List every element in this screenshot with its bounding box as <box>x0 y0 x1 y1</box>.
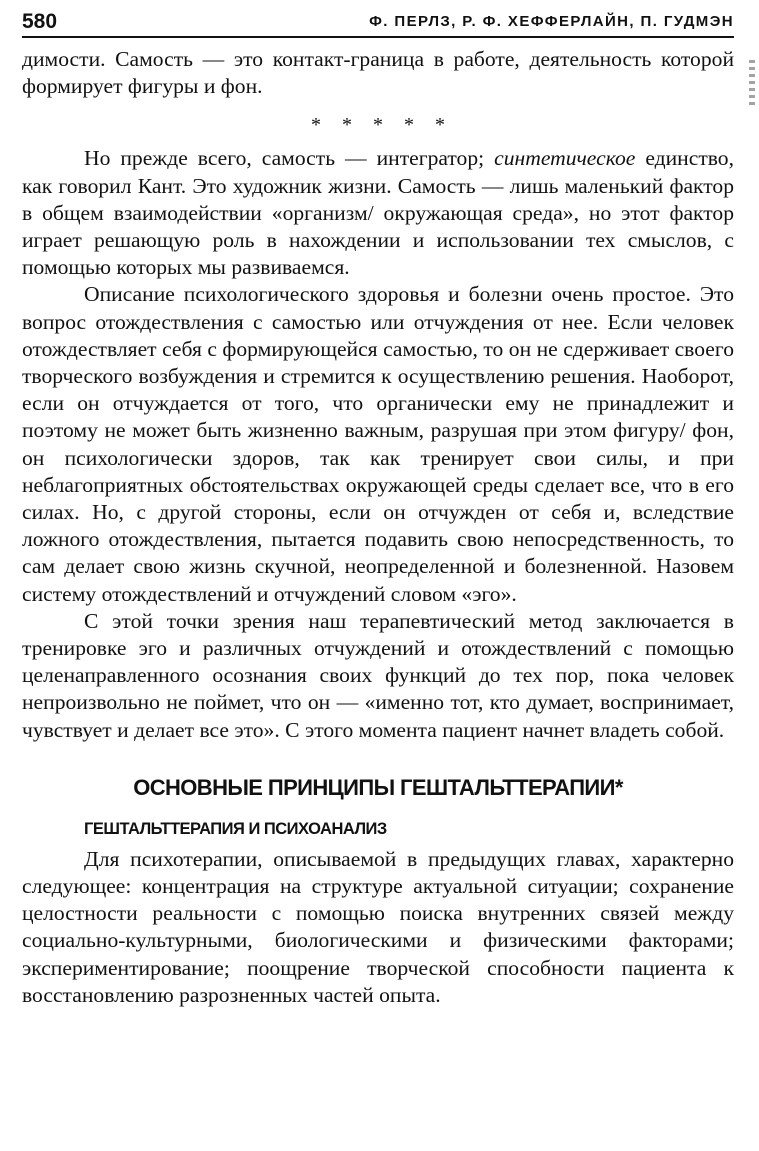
paragraph-psychotherapy-features: Для психотерапии, описываемой в предыдущих главах, характерно следующее: концентрация на структуре актуальной ситуации; сохранение целостности реальности с помощью поиска внутренних связей между социально-культурными, биологическими и физическими факторами; экспериментирование; поощрение творческой способности пациента к восстановлению разрозненных частей опыта. <box>22 846 734 1007</box>
section-break-stars: * * * * * <box>311 114 453 137</box>
page-number: 580 <box>22 10 58 33</box>
paragraph-therapeutic-method: С этой точки зрения наш терапевтический метод заключается в тренировке эго и различных отчуждений и отождествлений с помощью целенаправленного осознания своих функций до тех пор, пока человек непроизвольно не поймет, что он — «именно тот, кто думает, воспринимает, чувствует и делает все это». С этого момента пациент начнет владеть собой. <box>22 608 734 742</box>
subsection-heading: ГЕШТАЛЬТТЕРАПИЯ И ПСИХОАНАЛИЗ <box>84 819 387 838</box>
paragraph-integrator-text-b: единство, как говорил Кант. Это художник жизни. Самость — лишь маленький фактор в общем взаимодействии «организм/ окружающая среда», но этот фактор играет решающую роль в нахождении и использовании тех смыслов, с помощью которых мы развиваемся. <box>22 146 734 280</box>
page-body <box>22 46 734 1009</box>
paragraph-health-description: Описание психологического здоровья и болезни очень простое. Это вопрос отождествления с самостью или отчуждения от нее. Если человек отождествляет себя с формирующейся самостью, то он не сдерживает своего творческого возбуждения и стремится к осуществлению решения. Наоборот, если он отчуждается от того, что органически ему не принадлежит и поэтому не может быть жизненно важным, разрушая при этом фигуру/ фон, он психологически здоров, так как тренирует свои силы, и при неблагоприятных обстоятельствах окружающей среды сделает все, что в его силах. Но, с другой стороны, если он отчужден от себя и, вследствие ложного отождествления, пытается подавить свою непосредственность, то сам делает свою жизнь скучной, неопределенной и болезненной. Назовем систему отождествлений и отчуждений словом «эго». <box>22 282 734 606</box>
paragraph-integrator-text-a: Но прежде всего, самость — интегратор; <box>84 146 495 171</box>
emphasis-synthetic: синтетическое <box>494 146 636 171</box>
paragraph-integrator <box>22 145 734 281</box>
margin-mark <box>749 60 755 108</box>
paragraph-continuation: димости. Самость — это контакт-граница в работе, деятельность которой формирует фигуры и фон. <box>22 47 734 99</box>
section-heading: ОСНОВНЫЕ ПРИНЦИПЫ ГЕШТАЛЬТТЕРАПИИ* <box>133 774 623 800</box>
page-header <box>22 10 734 38</box>
running-head-authors: Ф. ПЕРЛЗ, Р. Ф. ХЕФФЕРЛАЙН, П. ГУДМЭН <box>369 13 734 30</box>
